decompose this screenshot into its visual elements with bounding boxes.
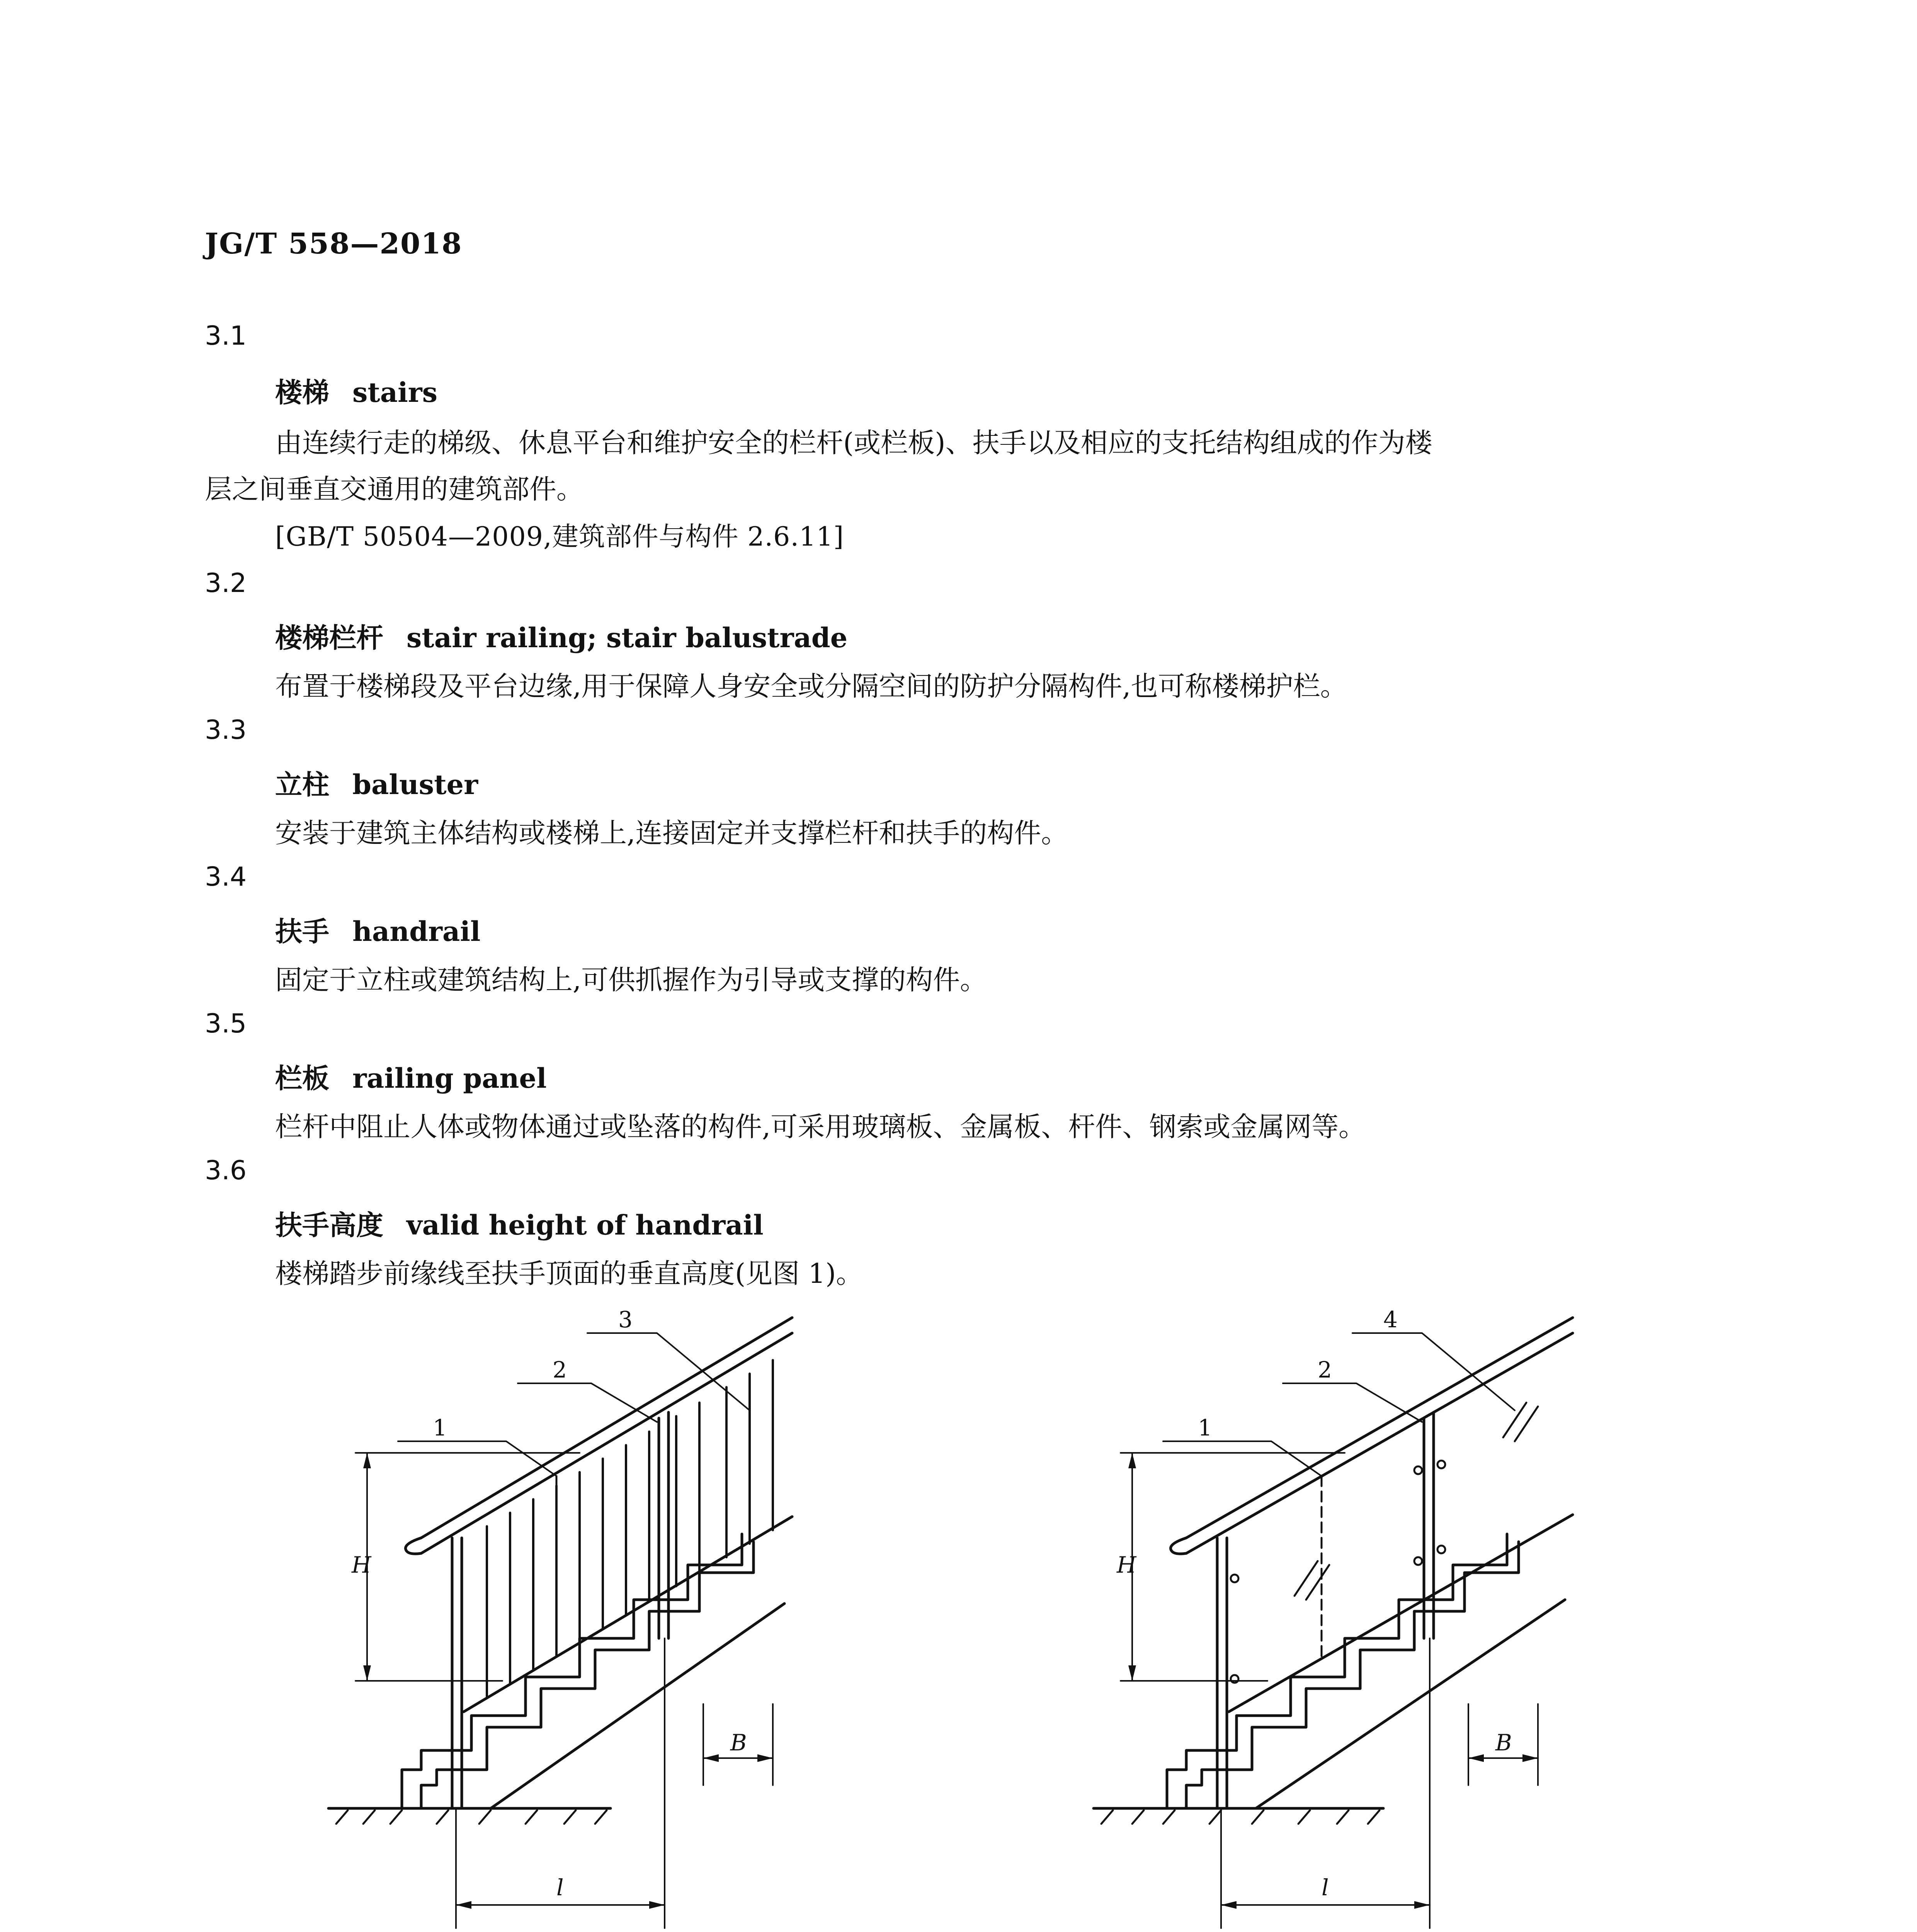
term-heading — [275, 763, 478, 802]
term-en: handrail — [352, 915, 481, 947]
callout-2: 2 — [1318, 1357, 1332, 1383]
definition-line: 固定于立柱或建筑结构上,可供抓握作为引导或支撑的构件。 — [275, 964, 987, 996]
definition-line: 布置于楼梯段及平台边缘,用于保障人身安全或分隔空间的防护分隔构件,也可称楼梯护栏。 — [275, 670, 1347, 702]
term-zh: 立柱 — [275, 769, 329, 801]
definition-line: 安装于建筑主体结构或楼梯上,连接固定并支撑栏杆和扶手的构件。 — [275, 817, 1068, 849]
dim-label-H: H — [1117, 1552, 1136, 1578]
section-number: 3.1 — [205, 321, 247, 351]
definition-line: 栏杆中阻止人体或物体通过或坠落的构件,可采用玻璃板、金属板、杆件、钢索或金属网等。 — [275, 1111, 1366, 1143]
figure-a-drawing — [309, 1294, 1005, 1932]
term-zh: 扶手高度 — [275, 1209, 383, 1241]
callout-3: 3 — [618, 1306, 633, 1333]
term-zh: 栏板 — [275, 1062, 329, 1094]
dim-label-l: l — [1322, 1874, 1329, 1901]
callout-2: 2 — [553, 1357, 567, 1383]
dim-label-B: B — [730, 1730, 747, 1756]
definition-line: 由连续行走的梯级、休息平台和维护安全的栏杆(或栏板)、扶手以及相应的支托结构组成的作为楼 — [275, 427, 1432, 459]
callout-1: 1 — [1198, 1415, 1212, 1441]
standard-code: JG/T 558—2018 — [205, 227, 463, 260]
term-en: stair railing; stair balustrade — [407, 622, 848, 654]
dim-label-l: l — [556, 1874, 564, 1901]
section-number: 3.5 — [205, 1009, 247, 1039]
definition-line: 楼梯踏步前缘线至扶手顶面的垂直高度(见图 1)。 — [275, 1258, 863, 1289]
term-heading — [275, 1057, 547, 1096]
section-number: 3.3 — [205, 715, 247, 745]
term-en: stairs — [352, 376, 437, 408]
dim-label-B: B — [1495, 1730, 1512, 1756]
term-zh: 楼梯栏杆 — [275, 622, 383, 654]
term-heading — [275, 910, 481, 949]
term-zh: 楼梯 — [275, 376, 329, 408]
definition-line: 层之间垂直交通用的建筑部件。 — [205, 473, 583, 505]
section-number: 3.6 — [205, 1155, 247, 1186]
term-heading — [275, 371, 437, 410]
callout-4: 4 — [1383, 1306, 1398, 1333]
section-number: 3.4 — [205, 862, 247, 892]
term-en: baluster — [352, 769, 478, 801]
callout-1: 1 — [433, 1415, 447, 1441]
section-number: 3.2 — [205, 568, 247, 599]
reference-citation: [GB/T 50504—2009,建筑部件与构件 2.6.11] — [275, 522, 844, 552]
figure-b-drawing — [1074, 1294, 1789, 1932]
term-heading — [275, 1204, 764, 1243]
term-en: railing panel — [352, 1062, 547, 1094]
dim-label-H: H — [352, 1552, 371, 1578]
term-en: valid height of handrail — [407, 1209, 764, 1241]
term-zh: 扶手 — [275, 915, 329, 947]
term-heading — [275, 616, 847, 655]
